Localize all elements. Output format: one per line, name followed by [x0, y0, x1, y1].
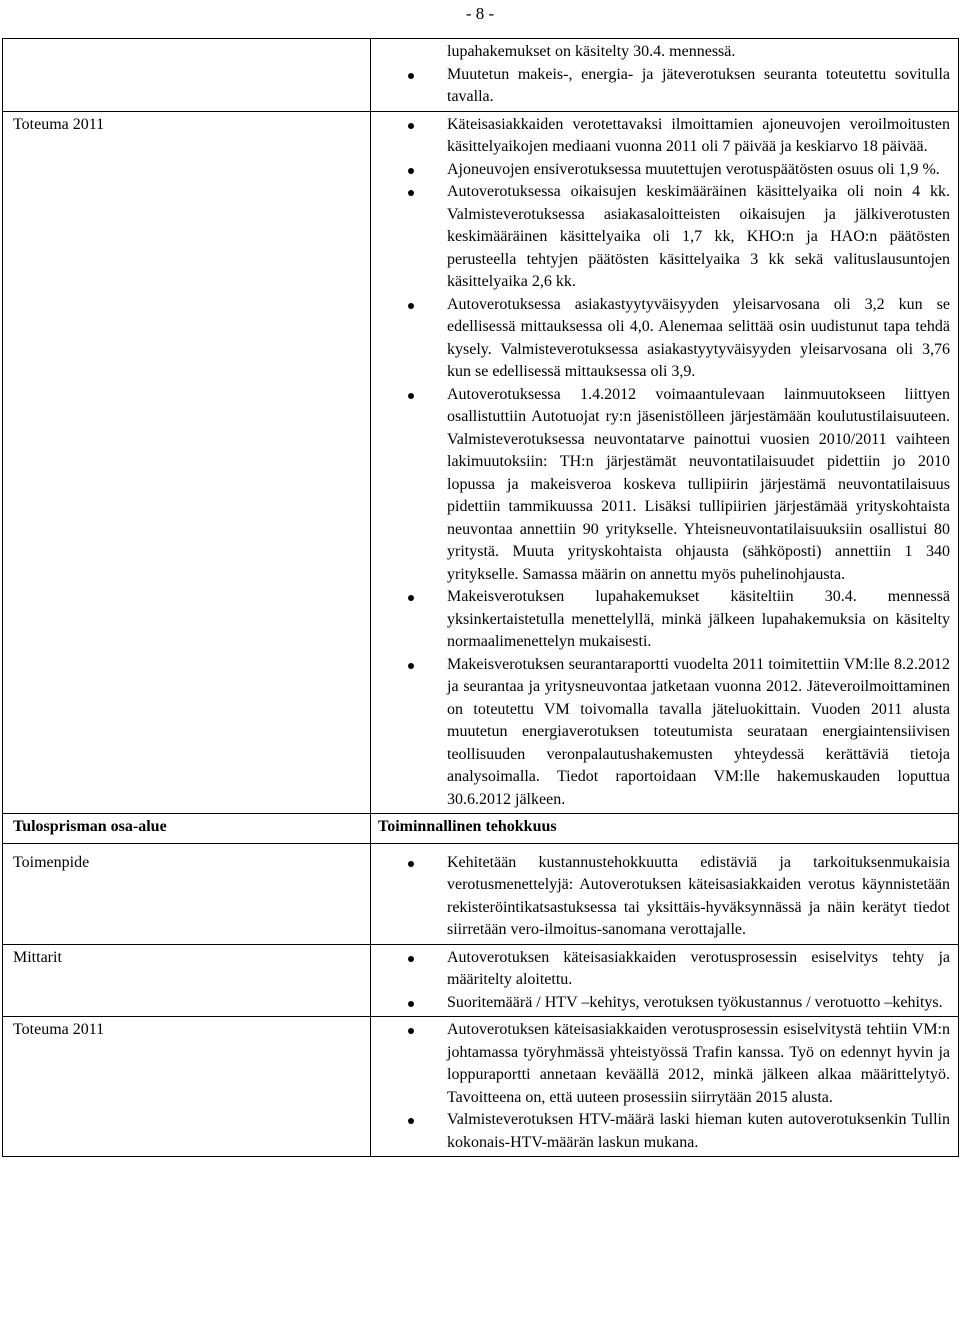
bullet-icon	[408, 1028, 414, 1034]
cell-header-left	[3, 814, 371, 844]
cell-empty-label	[3, 39, 371, 112]
bullet-icon	[408, 956, 414, 962]
bullet-icon	[408, 663, 414, 669]
cell-toteuma-items	[371, 111, 959, 814]
bullet-icon	[408, 303, 414, 309]
list-item-text: Suoritemäärä / HTV –kehitys, verotuksen työkustannus / verotuotto –kehitys.	[447, 993, 943, 1011]
list-item	[371, 654, 950, 812]
list-item	[371, 181, 950, 294]
list-item	[371, 1019, 950, 1109]
row-toteuma-2011	[3, 111, 959, 814]
list-item	[371, 159, 950, 182]
section-header-label: Tulosprisman osa-alue	[13, 818, 167, 835]
cell-toteuma-label-b	[3, 1017, 371, 1157]
row-label: Mittarit	[13, 948, 62, 966]
list-item-text: Kehitetään kustannustehokkuutta edistäviä ja tarkoituksenmukaisia verotusmenettelyjä: Autoverotuksen käteisasiakkaiden verotus käynnistetään rekisteröintikatsastuksessa tai yksittäis-hyväksynnässä ja näin kerätyt tiedot siirretään vero-ilmoitus-sanomana verottajalle.	[447, 853, 950, 938]
list-item-text: Käteisasiakkaiden verotettavaksi ilmoittamien ajoneuvojen veroilmoitusten käsittelyaikojen mediaani vuonna 2011 oli 7 päivää ja keskiarvo 18 päivää.	[447, 115, 950, 155]
bullet-icon	[408, 1001, 414, 1007]
row-continuation	[3, 39, 959, 112]
row-toimenpide	[3, 843, 959, 944]
list-item-text: Autoverotuksen käteisasiakkaiden verotusprosessin esiselvitys tehty ja määritelty aloitettu.	[447, 948, 950, 988]
row-mittarit	[3, 944, 959, 1017]
cell-mittarit-label	[3, 944, 371, 1017]
bullet-icon	[408, 73, 414, 79]
cell-mittarit-items	[371, 944, 959, 1017]
list-item-text: Valmisteverotuksen HTV-määrä laski hieman kuten autoverotuksenkin Tullin kokonais-HTV-määrän laskun mukana.	[447, 1111, 950, 1151]
list-item-text: Autoverotuksen käteisasiakkaiden verotusprosessin esiselvitystä tehtiin VM:n johtamassa työryhmässä yhteistyössä Trafin kanssa. Työ on edennyt hyvin ja loppuraportti annetaan keväällä 2012, minkä jälkeen alkaa määrittelytyö. Tavoitteena on, että uuteen prosessiin siirrytään 2015 alusta.	[447, 1021, 950, 1106]
cell-toteuma-label	[3, 111, 371, 814]
bullet-icon	[408, 190, 414, 196]
bullet-icon	[408, 595, 414, 601]
list-item	[371, 294, 950, 384]
list-item-text: Autoverotuksessa asiakastyytyväisyyden yleisarvosana oli 3,2 kun se edellisessä mittauksessa oli 4,0. Alenemaa selittää osin uudistunut tapa tehdä kysely. Valmisteverotuksessa asiakastyytyväisyyden yleisarvosana oli 3,76 kun se edellisessä mittauksessa oli 3,9.	[447, 295, 950, 380]
list-item	[371, 852, 950, 942]
row-label: Toimenpide	[13, 853, 90, 871]
list-item-text: Makeisverotuksen lupahakemukset käsiteltiin 30.4. mennessä yksinkertaistetulla menettelyllä, minkä jälkeen lupahakemuksia on käsitelty normaalimenettelyn mukaisesti.	[447, 588, 950, 650]
results-table	[2, 38, 959, 1157]
list-item-text: lupahakemukset on käsitelty 30.4. mennessä.	[447, 43, 736, 60]
row-toteuma-2011-b	[3, 1017, 959, 1157]
list-item-text: Makeisverotuksen seurantaraportti vuodelta 2011 toimitettiin VM:lle 8.2.2012 ja seurantaa ja yritysneuvontaa jatketaan vuonna 2012. Jäteveroilmoittaminen on toteutettu VM toivomalla tavalla jäteluokittain. Vuoden 2011 alusta muutetun energiaverotuksen toteutumista seurataan energiaintensiivisen teollisuuden veronpalautushakemusten yhteydessä kerättäviä tietoja analysoimalla. Tiedot raportoidaan VM:lle hakemuskauden loputtua 30.6.2012 jälkeen.	[447, 655, 950, 808]
cell-toimenpide-label	[3, 843, 371, 944]
page-number: - 8 -	[465, 4, 495, 23]
list-item	[371, 1109, 950, 1154]
list-item-text: Ajoneuvojen ensiverotuksessa muutettujen verotuspäätösten osuus oli 1,9 %.	[447, 160, 940, 178]
list-item	[371, 992, 950, 1015]
cell-toteuma-items-b	[371, 1017, 959, 1157]
list-item	[371, 384, 950, 587]
list-item	[371, 114, 950, 159]
list-item-text: Muutetun makeis-, energia- ja jäteverotuksen seuranta toteutettu sovitulla tavalla.	[447, 65, 950, 105]
list-item-text: Autoverotuksessa oikaisujen keskimääräinen käsittelyaika oli noin 4 kk. Valmisteverotuksessa asiakasaloitteisten oikaisujen ja jälkiverotusten keskimääräinen käsittelyaika oli 1,7 kk, KHO:n ja HAO:n päätösten perusteella tehtyjen päätösten käsittelyaika 3 kk sekä valituslausuntojen käsittelyaika 2,6 kk.	[447, 183, 950, 290]
list-item	[371, 947, 950, 992]
list-item	[371, 41, 950, 64]
section-header-title: Toiminnallinen tehokkuus	[378, 818, 557, 835]
bullet-icon	[408, 1118, 414, 1124]
bullet-icon	[408, 393, 414, 399]
row-label: Toteuma 2011	[13, 115, 105, 133]
cell-toimenpide-items	[371, 843, 959, 944]
list-item	[371, 64, 950, 109]
bullet-icon	[408, 123, 414, 129]
list-item-text: Autoverotuksessa 1.4.2012 voimaantulevaan lainmuutokseen liittyen osallistuttiin Autotuojat ry:n jäsenistölleen järjestämään koulutustilaisuuteen. Valmisteverotuksessa neuvontatarve painottui vuosien 2010/2011 vaihteen lakimuutoksiin: TH:n järjestämät neuvontatilaisuudet pidettiin jo 2010 lopussa ja makeisveroa koskeva tullipiirin järjestämä neuvontatilaisuus pidettiin tammikuussa 2011. Lisäksi tullipiirien järjestämää yrityskohtaista neuvontaa annettiin 90 yritykselle. Yhteisneuvontatilaisuuksiin osallistui 80 yritystä. Muuta yrityskohtaista ohjausta (sähköposti) annettiin 1 340 yritykselle. Samassa määrin on annettu myös puhelinohjausta.	[447, 385, 950, 583]
row-label: Toteuma 2011	[13, 1021, 105, 1038]
bullet-icon	[408, 168, 414, 174]
cell-header-right	[371, 814, 959, 844]
row-section-header	[3, 814, 959, 844]
list-item	[371, 586, 950, 654]
cell-continuation	[371, 39, 959, 112]
bullet-icon	[408, 861, 414, 867]
